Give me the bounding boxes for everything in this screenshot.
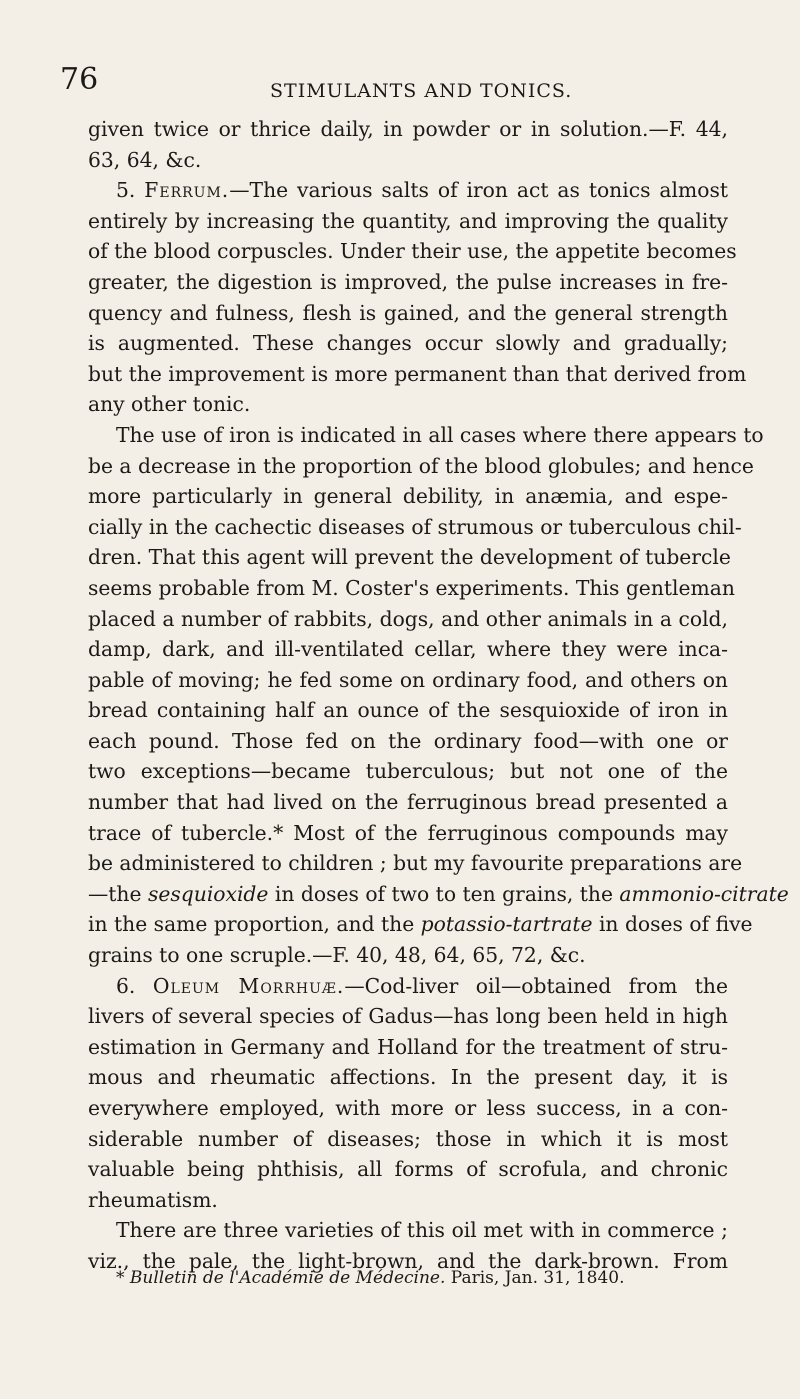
text-line: cially in the cachectic diseases of strumous or tuberculous chil- xyxy=(88,514,742,539)
page-number: 76 xyxy=(60,62,99,97)
footnote-marker: * xyxy=(116,1268,125,1288)
section-number: 5. xyxy=(116,178,136,203)
footnote-citation: Paris, Jan. 31, 1840. xyxy=(445,1268,625,1288)
text-line: any other tonic. xyxy=(88,392,251,417)
text-line: greater, the digestion is improved, the pulse increases in fre- xyxy=(88,269,728,294)
text-fragment: —the xyxy=(88,881,148,906)
text-line: dren. That this agent will prevent the development of tubercle xyxy=(88,545,731,570)
text-line: more particularly in general debility, in anæmia, and espe- xyxy=(88,484,728,509)
text-line: two exceptions—became tuberculous; but not one of the xyxy=(88,759,728,784)
text-line: given twice or thrice daily, in powder or in solution.—F. 44, xyxy=(88,117,728,141)
text-line: entirely by increasing the quantity, and improving the quality xyxy=(88,208,728,233)
text-line: be administered to children ; but my favourite preparations are xyxy=(88,851,743,876)
text-line: 63, 64, &c. xyxy=(88,147,202,172)
text-line xyxy=(88,909,753,940)
footnote xyxy=(116,1268,736,1288)
text-fragment: —Cod-liver oil—obtained from the xyxy=(344,973,728,998)
text-line: The use of iron is indicated in all cases where there appears to xyxy=(116,422,764,447)
running-head: STIMULANTS AND TONICS. xyxy=(270,80,573,102)
text-line: number that had lived on the ferruginous bread presented a xyxy=(88,790,728,815)
text-line: rheumatism. xyxy=(88,1187,218,1212)
text-fragment: in doses of five xyxy=(592,912,753,937)
italic-term-sesquioxide: sesquioxide xyxy=(147,881,269,906)
text-line: placed a number of rabbits, dogs, and other animals in a cold, xyxy=(88,606,728,631)
section-6-line xyxy=(88,971,728,1002)
text-fragment: in doses of two to ten grains, the xyxy=(268,881,620,906)
text-line: mous and rheumatic affections. In the present day, it is xyxy=(88,1065,728,1090)
italic-term-potassio-tartrate: potassio-tartrate xyxy=(420,912,593,937)
text-line: quency and fulness, flesh is gained, and the general strength xyxy=(88,300,728,325)
text-line: There are three varieties of this oil met with in commerce ; xyxy=(116,1218,728,1243)
body-text xyxy=(88,114,789,1277)
section-number: 6. xyxy=(116,973,136,998)
section-5-line xyxy=(88,175,728,206)
text-line: trace of tubercle.* Most of the ferruginous compounds may xyxy=(88,820,728,845)
text-line: siderable number of diseases; those in which it is most xyxy=(88,1126,728,1151)
text-line: grains to one scruple.—F. 40, 48, 64, 65, 72, &c. xyxy=(88,943,586,968)
section-heading-ferrum: Ferrum. xyxy=(144,178,230,203)
text-fragment: —The various salts of iron act as tonics almost xyxy=(229,178,728,203)
text-line xyxy=(88,879,789,910)
text-line: livers of several species of Gadus—has long been held in high xyxy=(88,1004,728,1029)
text-line: but the improvement is more permanent than that derived from xyxy=(88,361,747,386)
text-line: seems probable from M. Coster's experiments. This gentleman xyxy=(88,575,735,600)
text-fragment: in the same proportion, and the xyxy=(88,912,421,937)
text-line: each pound. Those fed on the ordinary food—with one or xyxy=(88,728,728,753)
text-line: of the blood corpuscles. Under their use, the appetite becomes xyxy=(88,239,737,264)
text-line: be a decrease in the proportion of the blood globules; and hence xyxy=(88,453,754,478)
text-line: is augmented. These changes occur slowly and gradually; xyxy=(88,331,728,356)
text-line: estimation in Germany and Holland for the treatment of stru- xyxy=(88,1034,728,1059)
text-line: damp, dark, and ill-ventilated cellar, where they were inca- xyxy=(88,637,728,662)
text-line: viz., the pale, the light-brown, and the dark-brown. From xyxy=(88,1248,728,1273)
italic-term-ammonio-citrate: ammonio-citrate xyxy=(619,881,789,906)
text-line: everywhere employed, with more or less success, in a con- xyxy=(88,1096,728,1120)
text-line: valuable being phthisis, all forms of scrofula, and chronic xyxy=(88,1157,728,1182)
text-line: bread containing half an ounce of the sesquioxide of iron in xyxy=(88,698,728,723)
section-heading-oleum-morrhuae: Oleum Morrhuæ. xyxy=(152,973,345,998)
text-line: pable of moving; he fed some on ordinary food, and others on xyxy=(88,667,728,692)
footnote-title: Bulletin de l'Académie de Médecine. xyxy=(129,1268,446,1288)
